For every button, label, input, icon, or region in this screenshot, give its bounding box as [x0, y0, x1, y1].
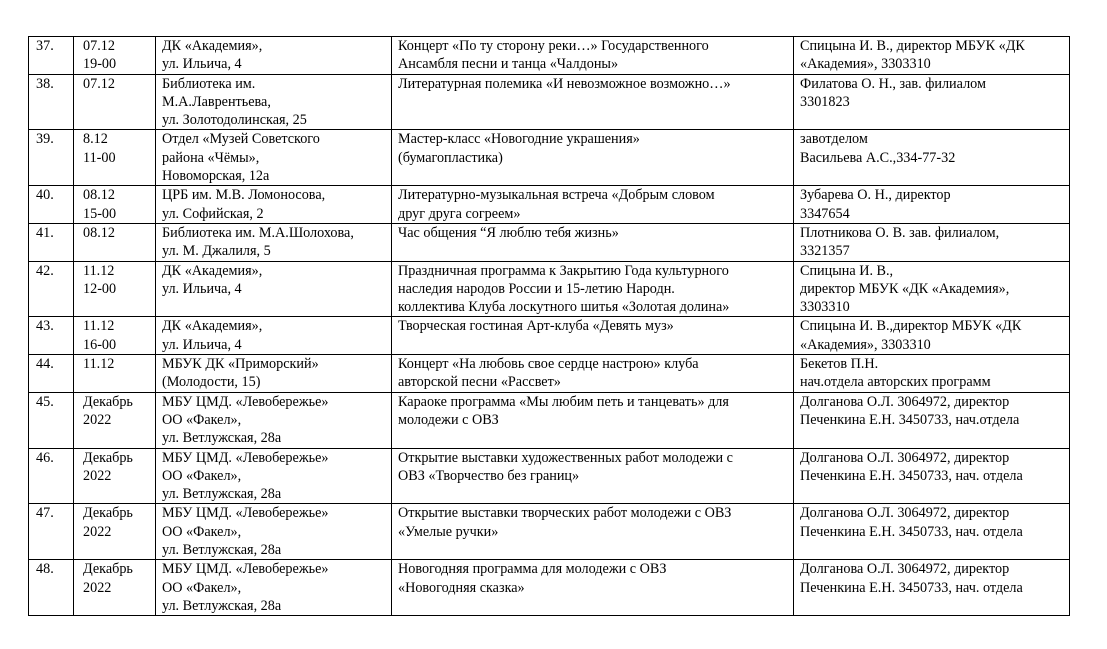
venue-cell: ДК «Академия», ул. Ильича, 4: [156, 37, 392, 75]
responsible-cell: Долганова О.Л. 3064972, директор Печенкина Е.Н. 3450733, нач. отдела: [794, 448, 1070, 504]
date-cell: 07.12 19-00: [74, 37, 156, 75]
responsible-cell: Спицына И. В., директор МБУК «ДК «Академия», 3303310: [794, 37, 1070, 75]
venue-cell: ДК «Академия», ул. Ильича, 4: [156, 317, 392, 355]
venue-cell: МБУ ЦМД. «Левобережье» ОО «Факел», ул. Ветлужская, 28а: [156, 504, 392, 560]
event-cell: Открытие выставки творческих работ молодежи с ОВЗ «Умелые ручки»: [392, 504, 794, 560]
event-cell: Праздничная программа к Закрытию Года культурного наследия народов России и 15-летию Народн. коллектива Клуба лоскутного шитья «Золотая долина»: [392, 261, 794, 317]
date-cell: 11.12: [74, 355, 156, 393]
table-row: [29, 392, 1070, 448]
row-number-cell: 39.: [29, 130, 74, 186]
table-row: [29, 223, 1070, 261]
row-number-cell: 38.: [29, 74, 74, 130]
table-row: [29, 448, 1070, 504]
venue-cell: ДК «Академия», ул. Ильича, 4: [156, 261, 392, 317]
date-cell: 8.12 11-00: [74, 130, 156, 186]
row-number-cell: 41.: [29, 223, 74, 261]
date-cell: 11.12 16-00: [74, 317, 156, 355]
event-cell: Творческая гостиная Арт-клуба «Девять муз»: [392, 317, 794, 355]
responsible-cell: Долганова О.Л. 3064972, директор Печенкина Е.Н. 3450733, нач. отдела: [794, 504, 1070, 560]
row-number-cell: 45.: [29, 392, 74, 448]
table-row: [29, 74, 1070, 130]
venue-cell: Отдел «Музей Советского района «Чёмы», Новоморская, 12а: [156, 130, 392, 186]
row-number-cell: 47.: [29, 504, 74, 560]
event-cell: Мастер-класс «Новогодние украшения» (бумагопластика): [392, 130, 794, 186]
events-table: [28, 36, 1070, 616]
event-cell: Караоке программа «Мы любим петь и танцевать» для молодежи с ОВЗ: [392, 392, 794, 448]
row-number-cell: 42.: [29, 261, 74, 317]
table-row: [29, 504, 1070, 560]
responsible-cell: Долганова О.Л. 3064972, директор Печенкина Е.Н. 3450733, нач. отдела: [794, 560, 1070, 616]
responsible-cell: Спицына И. В.,директор МБУК «ДК «Академия», 3303310: [794, 317, 1070, 355]
responsible-cell: Зубарева О. Н., директор 3347654: [794, 186, 1070, 224]
event-cell: Концерт «По ту сторону реки…» Государственного Ансамбля песни и танца «Чалдоны»: [392, 37, 794, 75]
responsible-cell: Долганова О.Л. 3064972, директор Печенкина Е.Н. 3450733, нач.отдела: [794, 392, 1070, 448]
event-cell: Литературно-музыкальная встреча «Добрым словом друг друга согреем»: [392, 186, 794, 224]
date-cell: Декабрь 2022: [74, 448, 156, 504]
date-cell: Декабрь 2022: [74, 560, 156, 616]
row-number-cell: 44.: [29, 355, 74, 393]
venue-cell: МБУ ЦМД. «Левобережье» ОО «Факел», ул. Ветлужская, 28а: [156, 448, 392, 504]
table-row: [29, 261, 1070, 317]
event-cell: Литературная полемика «И невозможное возможно…»: [392, 74, 794, 130]
venue-cell: Библиотека им. М.А.Лаврентьева, ул. Золотодолинская, 25: [156, 74, 392, 130]
row-number-cell: 40.: [29, 186, 74, 224]
date-cell: 07.12: [74, 74, 156, 130]
row-number-cell: 46.: [29, 448, 74, 504]
event-cell: Открытие выставки художественных работ молодежи с ОВЗ «Творчество без границ»: [392, 448, 794, 504]
date-cell: 08.12 15-00: [74, 186, 156, 224]
venue-cell: Библиотека им. М.А.Шолохова, ул. М. Джалиля, 5: [156, 223, 392, 261]
event-cell: Новогодняя программа для молодежи с ОВЗ «Новогодняя сказка»: [392, 560, 794, 616]
event-cell: Концерт «На любовь свое сердце настрою» клуба авторской песни «Рассвет»: [392, 355, 794, 393]
venue-cell: ЦРБ им. М.В. Ломоносова, ул. Софийская, 2: [156, 186, 392, 224]
event-cell: Час общения “Я люблю тебя жизнь»: [392, 223, 794, 261]
date-cell: 08.12: [74, 223, 156, 261]
date-cell: 11.12 12-00: [74, 261, 156, 317]
events-table-body: [29, 37, 1070, 616]
table-row: [29, 560, 1070, 616]
venue-cell: МБУ ЦМД. «Левобережье» ОО «Факел», ул. Ветлужская, 28а: [156, 560, 392, 616]
date-cell: Декабрь 2022: [74, 504, 156, 560]
table-row: [29, 37, 1070, 75]
responsible-cell: Филатова О. Н., зав. филиалом 3301823: [794, 74, 1070, 130]
venue-cell: МБУК ДК «Приморский» (Молодости, 15): [156, 355, 392, 393]
responsible-cell: Плотникова О. В. зав. филиалом, 3321357: [794, 223, 1070, 261]
responsible-cell: Бекетов П.Н. нач.отдела авторских программ: [794, 355, 1070, 393]
table-row: [29, 355, 1070, 393]
table-row: [29, 130, 1070, 186]
table-row: [29, 317, 1070, 355]
responsible-cell: завотделом Васильева А.С.,334-77-32: [794, 130, 1070, 186]
table-row: [29, 186, 1070, 224]
row-number-cell: 48.: [29, 560, 74, 616]
row-number-cell: 37.: [29, 37, 74, 75]
responsible-cell: Спицына И. В., директор МБУК «ДК «Академия», 3303310: [794, 261, 1070, 317]
venue-cell: МБУ ЦМД. «Левобережье» ОО «Факел», ул. Ветлужская, 28а: [156, 392, 392, 448]
date-cell: Декабрь 2022: [74, 392, 156, 448]
row-number-cell: 43.: [29, 317, 74, 355]
